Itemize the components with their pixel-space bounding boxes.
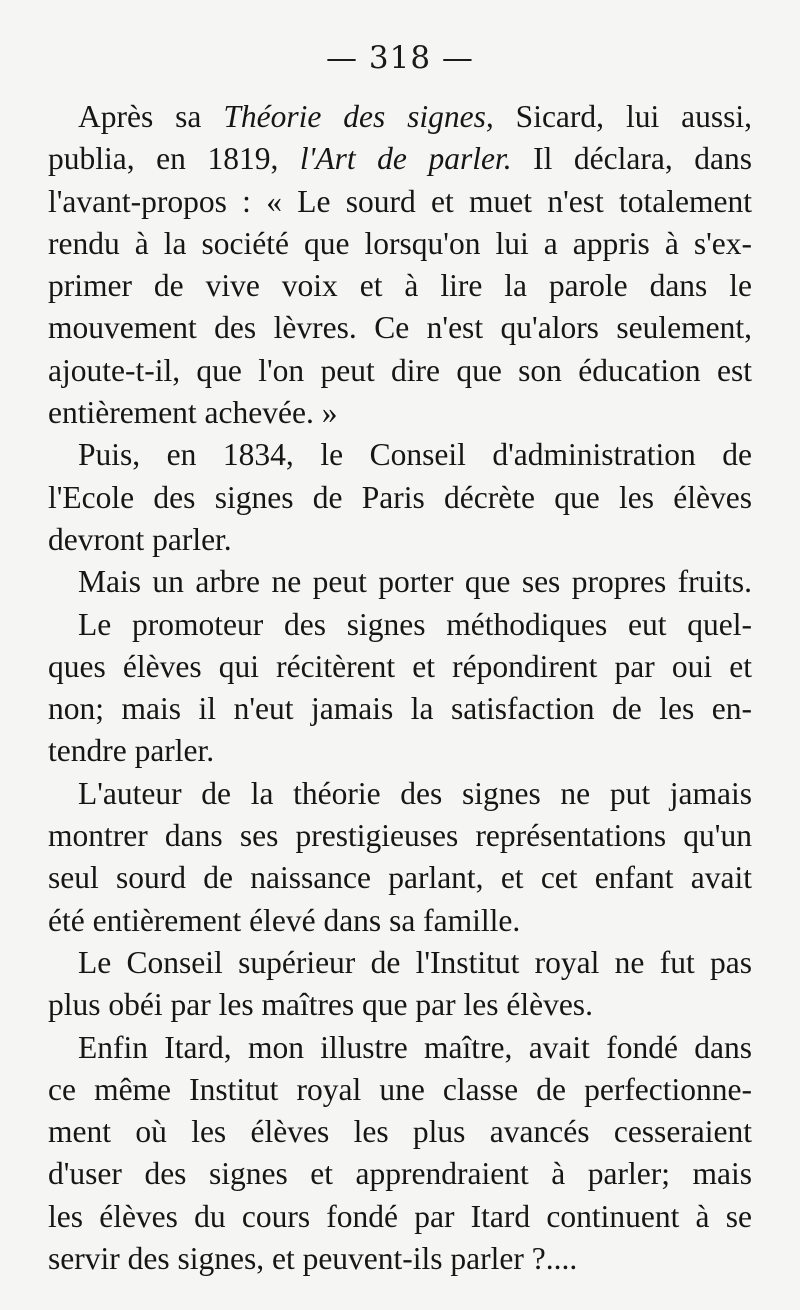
text-line: ques élèves qui récitèrent et répondirent par oui et	[48, 648, 752, 684]
text-line: ce même Institut royal une classe de perfectionne-	[48, 1071, 752, 1107]
text-line: Puis, en 1834, le Conseil d'administration de	[78, 437, 752, 473]
text-line: Le promoteur des signes méthodiques eut quel-	[78, 606, 752, 642]
text-line: devront parler.	[48, 521, 232, 557]
body-text	[48, 96, 752, 1280]
text-line: montrer dans ses prestigieuses représentations qu'un	[48, 818, 752, 854]
paragraph-5	[48, 773, 752, 942]
text-line: L'auteur de la théorie des signes ne put jamais	[78, 775, 752, 811]
text-line: Enfin Itard, mon illustre maître, avait fondé dans	[78, 1029, 752, 1065]
text-line: d'user des signes et apprendraient à parler; mais	[48, 1156, 752, 1192]
text-line: l'Ecole des signes de Paris décrète que les élèves	[48, 479, 752, 515]
text-line: non; mais il n'eut jamais la satisfaction de les en-	[48, 691, 752, 727]
text-line: servir des signes, et peuvent-ils parler ?....	[48, 1241, 578, 1277]
text-line: Le Conseil supérieur de l'Institut royal ne fut pas	[78, 944, 752, 980]
text-line: été entièrement élevé dans sa famille.	[48, 902, 521, 938]
text-line: Mais un arbre ne peut porter que ses propres fruits.	[78, 564, 752, 600]
text-line: entièrement achevée. »	[48, 395, 338, 431]
text-line: Après sa Théorie des signes, Sicard, lui aussi,	[78, 99, 753, 134]
paragraph-2	[48, 434, 752, 561]
text-line: ment où les élèves les plus avancés cesseraient	[48, 1114, 752, 1150]
text-line: primer de vive voix et à lire la parole dans le	[48, 268, 752, 304]
paragraph-3	[48, 561, 752, 603]
paragraph-1	[48, 96, 752, 434]
text-line: rendu à la société que lorsqu'on lui a appris à s'ex-	[48, 225, 752, 261]
text-line: l'avant-propos : « Le sourd et muet n'est totalement	[48, 183, 752, 219]
page-number: — 318 —	[326, 40, 474, 76]
text-line: ajoute-t-il, que l'on peut dire que son éducation est	[48, 352, 752, 388]
text-line: les élèves du cours fondé par Itard continuent à se	[48, 1198, 752, 1234]
paragraph-4	[48, 604, 752, 773]
text-line: mouvement des lèvres. Ce n'est qu'alors seulement,	[48, 310, 752, 346]
text-line: publia, en 1819, l'Art de parler. Il déclara, dans	[48, 141, 752, 177]
text-line: plus obéi par les maîtres que par les élèves.	[48, 987, 593, 1023]
text-line: seul sourd de naissance parlant, et cet enfant avait	[48, 860, 752, 896]
paragraph-7	[48, 1027, 752, 1281]
paragraph-6	[48, 942, 752, 1027]
text-line: tendre parler.	[48, 733, 215, 769]
